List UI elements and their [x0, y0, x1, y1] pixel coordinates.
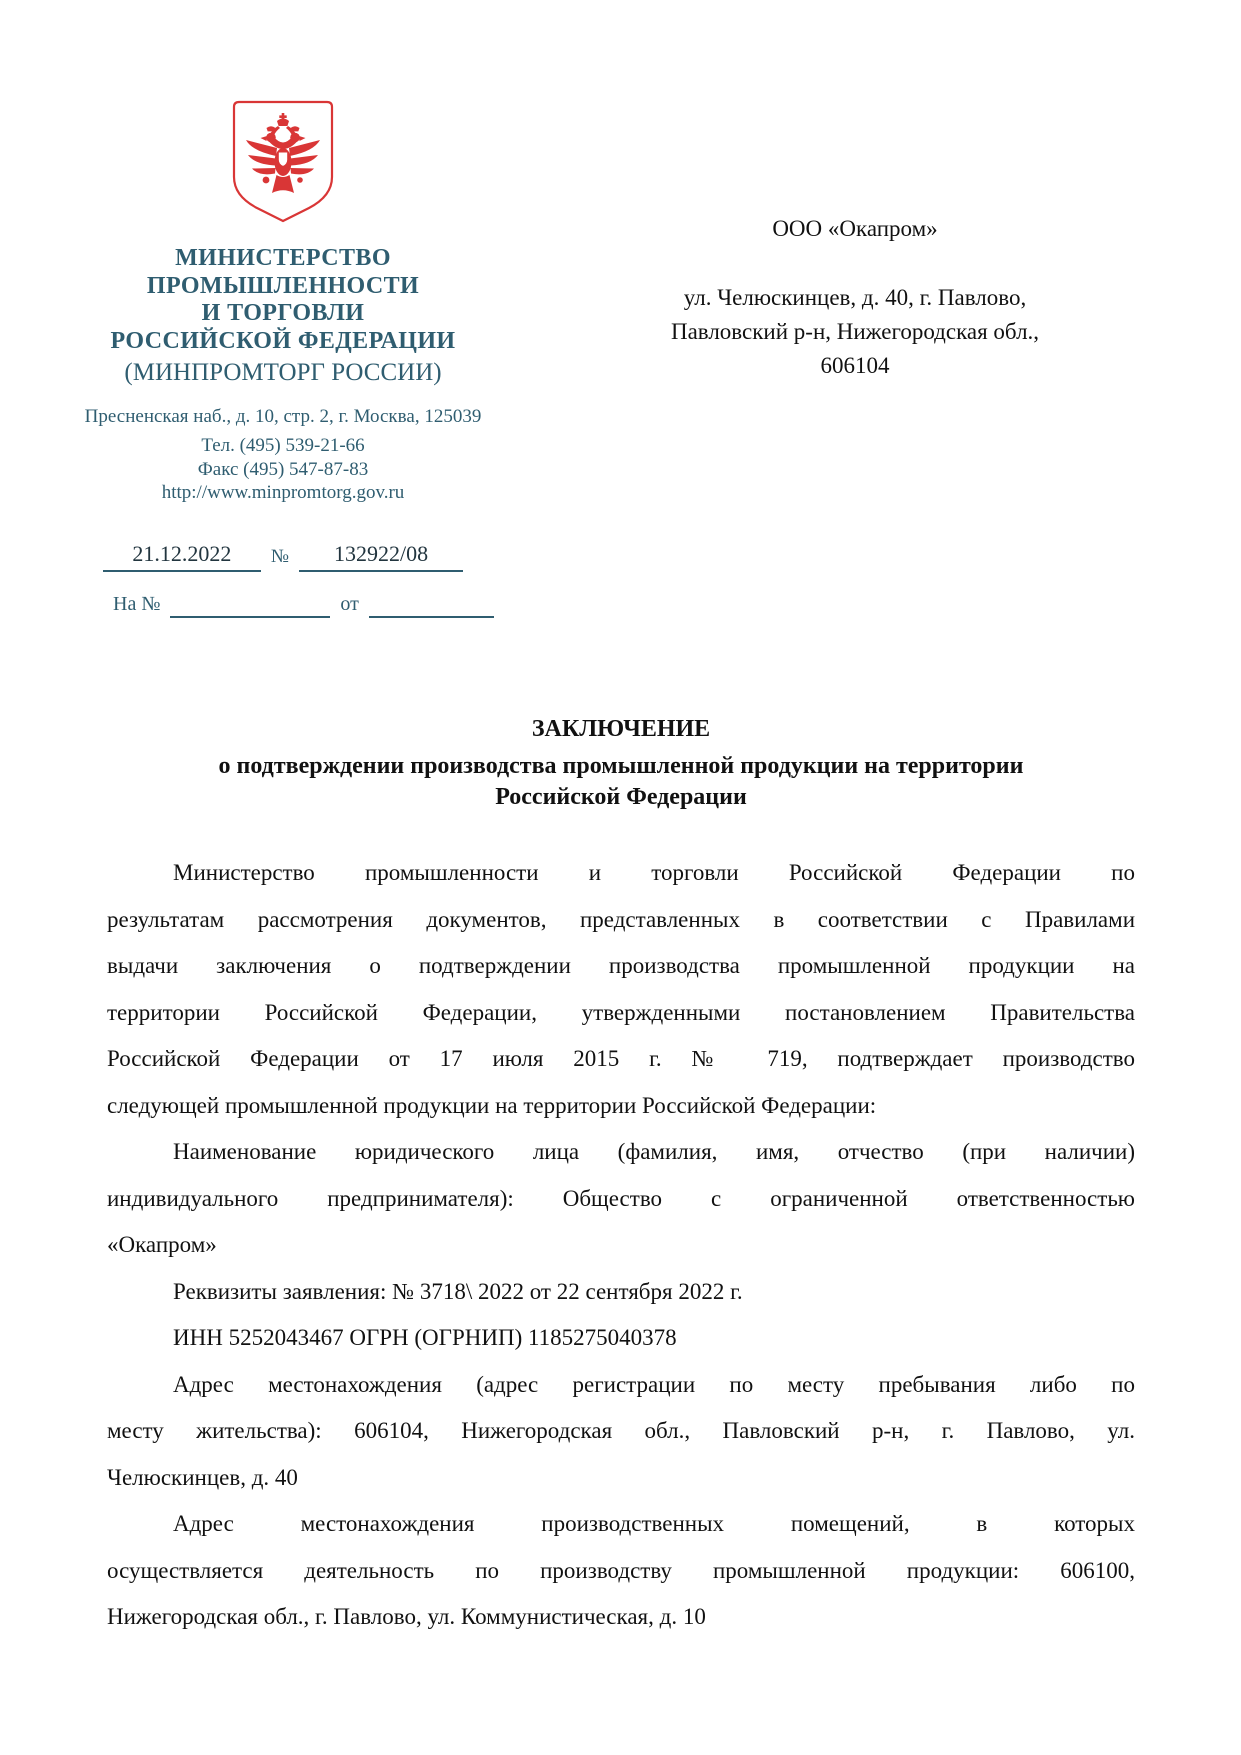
- body-text-line: ИНН 5252043467 ОГРН (ОГРНИП) 1185275040378: [173, 1325, 677, 1350]
- body-text-line: Нижегородская обл., г. Павлово, ул. Коммунистическая, д. 10: [107, 1604, 706, 1629]
- body-text-line: Министерство промышленности и торговли Российской Федерации по: [173, 860, 1135, 885]
- body-text-line: «Окапром»: [107, 1232, 217, 1257]
- recipient-address-line: Павловский р-н, Нижегородская обл.,: [670, 319, 1040, 344]
- document-date-number-row: [55, 541, 511, 572]
- document-title-block: [107, 714, 1135, 813]
- body-text-line: Реквизиты заявления: № 3718\ 2022 от 22 сентября 2022 г.: [173, 1278, 743, 1304]
- body-text-line: Адрес местонахождения (адрес регистрации по месту пребывания либо по: [173, 1371, 1135, 1397]
- body-text-line: Челюскинцев, д. 40: [107, 1464, 298, 1490]
- ministry-name-line: И ТОРГОВЛИ: [201, 300, 365, 326]
- reply-date-blank-line: [369, 592, 494, 618]
- document-title: ЗАКЛЮЧЕНИЕ: [531, 716, 711, 742]
- ministry-website: http://www.minpromtorg.gov.ru: [161, 482, 405, 503]
- body-text-line: результатам рассмотрения документов, представленных в соответствии с Правилами: [107, 906, 1135, 932]
- reply-from-label: от: [340, 592, 359, 615]
- document-date: 21.12.2022: [103, 541, 261, 572]
- body-text-line: территории Российской Федерации, утвержденными постановлением Правительства: [107, 999, 1135, 1025]
- document-number: 132922/08: [299, 541, 463, 572]
- reply-to-label: На №: [113, 592, 161, 615]
- body-text-line: месту жительства): 606104, Нижегородская обл., Павловский р-н, г. Павлово, ул.: [107, 1418, 1135, 1443]
- body-text-line: Адрес местонахождения производственных помещений, в которых: [173, 1511, 1135, 1536]
- ministry-name-line: МИНИСТЕРСТВО: [175, 245, 391, 271]
- ministry-fax: Факс (495) 547-87-83: [197, 458, 369, 480]
- document-body: [107, 850, 1135, 1641]
- ministry-phone: Тел. (495) 539-21-66: [201, 435, 365, 456]
- russia-coat-of-arms-icon: [231, 99, 335, 225]
- document-subtitle-line: Российской Федерации: [495, 784, 747, 810]
- recipient-address-line: ул. Челюскинцев, д. 40, г. Павлово,: [683, 285, 1027, 310]
- ministry-name-line: РОССИЙСКОЙ ФЕДЕРАЦИИ: [110, 327, 456, 354]
- recipient-address-line: 606104: [820, 353, 890, 378]
- body-text-line: Наименование юридического лица (фамилия, имя, отчество (при наличии): [173, 1139, 1135, 1164]
- body-text-line: Российской Федерации от 17 июля 2015 г. № 719, подтверждает производство: [107, 1046, 1135, 1071]
- body-text-line: следующей промышленной продукции на территории Российской Федерации:: [107, 1092, 877, 1118]
- number-sign: №: [270, 545, 290, 567]
- recipient-name: ООО «Окапром»: [772, 216, 938, 241]
- letterhead: [55, 99, 511, 618]
- body-text-line: индивидуального предпринимателя): Общество с ограниченной ответственностью: [107, 1185, 1135, 1211]
- ministry-postal-address: Пресненская наб., д. 10, стр. 2, г. Москва, 125039: [84, 406, 482, 427]
- ministry-short-name: (МИНПРОМТОРГ РОССИИ): [124, 359, 442, 386]
- body-text-line: осуществляется деятельность по производству промышленной продукции: 606100,: [107, 1557, 1135, 1583]
- ministry-name-line: ПРОМЫШЛЕННОСТИ: [146, 272, 420, 299]
- document-subtitle-line: о подтверждении производства промышленной продукции на территории: [218, 753, 1024, 779]
- body-text-line: выдачи заключения о подтверждении производства промышленной продукции на: [107, 953, 1135, 978]
- reference-number-row: [55, 592, 511, 618]
- reply-number-blank-line: [170, 592, 330, 618]
- recipient-block: [630, 212, 1080, 383]
